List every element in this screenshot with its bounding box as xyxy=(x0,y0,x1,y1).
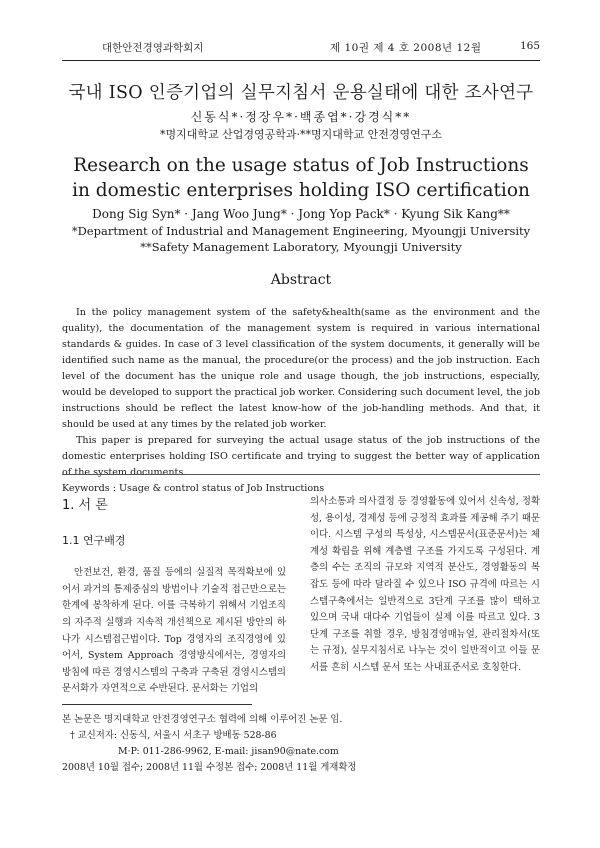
section-heading-introduction: 1. 서 론 xyxy=(62,498,108,513)
body-column-right xyxy=(310,494,540,677)
korean-title: 국내 ISO 인증기업의 실무지침서 운용실태에 대한 조사연구 xyxy=(68,83,534,103)
keywords: Keywords : Usage & control status of Job Instructions xyxy=(62,483,325,494)
journal-name: 대한안전경영과학회지 xyxy=(102,42,204,54)
korean-affiliation: *명지대학교 산업경영공학과·**명지대학교 안전경영연구소 xyxy=(159,128,442,141)
english-authors: Dong Sig Syn* · Jang Woo Jung* · Jong Yop Pack* · Kyung Sik Kang** xyxy=(92,207,510,221)
body-paragraph-left: 안전보건, 환경, 품질 등에의 실질적 목적확보에 있어서 과거의 통제중심의 방법이나 기술적 접근만으로는 한계에 봉착하게 된다. 이를 극복하기 위해서 기업조직의 자주적 실행과 지속적 개선책으로 제시된 방안의 하나가 시스템접근법이다. Top 경영자의 조직경영에 있어서, System Approach 경영방식에서는, 경영자의 방침에 따른 경영시스템의 구축과 구축된 경영시스템의 문서화가 자연적으로 수반된다. 문서화는 기업의 xyxy=(62,567,286,695)
footnote-acknowledgement: 본 논문은 명지대학교 안전경영연구소 협력에 의해 이루어진 논문 임. xyxy=(62,714,343,725)
abstract-heading: Abstract xyxy=(270,272,332,288)
english-affiliation-1: *Department of Industrial and Management Engineering, Myoungji University xyxy=(71,224,531,238)
footnote-contact: M·P: 011-286-9962, E-mail: jisan90@nate.com xyxy=(118,746,339,757)
footnotes xyxy=(62,712,540,776)
running-header xyxy=(0,40,600,54)
abstract-rule xyxy=(62,474,540,475)
body-column-left xyxy=(62,484,286,698)
abstract-paragraph-1: In the policy management system of the safety&health(same as the environment and the quality), the documentation of the management system is required in various international standards & guides. In case of 3 level classification of the system documents, it generally will be identified such name as the manual, the procedure(or the process) and the job instruction. Each level of the document has the unique role and usage though, the job instructions, especially, would be developed to support the practical job worker. Considering such document level, the job instructions should be reflect the latest know-how of the job-handling methods. And that, it should be used at any times by the related job worker. xyxy=(62,307,540,430)
abstract-paragraph-2: This paper is prepared for surveying the actual usage status of the job instructions of the domestic enterprises holding ISO certificate and trying to suggest the better way of application of the system documents. xyxy=(62,435,540,478)
english-affiliation-2: **Safety Management Laboratory, Myoungji University xyxy=(140,240,462,254)
footnote-rule xyxy=(62,704,252,705)
english-title-line2: in domestic enterprises holding ISO certification xyxy=(72,180,530,201)
footnote-corresponding-author: † 교신저자: 신동식, 서울시 서초구 방배동 528-86 xyxy=(70,730,277,741)
body-paragraph-right: 의사소통과 의사결정 등 경영활동에 있어서 신속성, 정확성, 용이성, 경제성 등에 긍정적 효과를 제공해 주기 때문이다. 시스템 구성의 특성상, 시스템문서(표준문서)는 체계성 확립을 위해 계층별 구조를 가지도록 구성된다. 계층의 수는 조직의 규모와 지역적 분산도, 경영활동의 복잡도 등에 따라 달라질 수 있으나 ISO 규격에 따르는 시스템구축에서는 일반적으로 3단계 구조를 많이 택하고 있으며 국내 대다수 기업들이 실제 이를 따르고 있다. 3단계 구조를 취할 경우, 방침경영매뉴얼, 관리절차서(또는 규정), 실무지침서로 나누는 것이 일반적이고 이들 문서를 흔히 시스템 문서 또는 사내표준서로 호칭한다. xyxy=(310,496,540,673)
english-title-line1: Research on the usage status of Job Instructions xyxy=(73,155,529,176)
header-rule xyxy=(62,60,540,61)
page-number: 165 xyxy=(520,40,541,52)
issue-info: 제 10권 제 4 호 2008년 12월 xyxy=(330,42,482,54)
abstract-body xyxy=(62,305,540,497)
korean-authors: 신동식*·정장우*·백종엽*·강경식** xyxy=(190,110,412,124)
subsection-heading-background: 1.1 연구배경 xyxy=(62,533,126,547)
footnote-dates: 2008년 10월 접수; 2008년 11월 수정본 접수; 2008년 11월 게재확정 xyxy=(62,762,357,773)
